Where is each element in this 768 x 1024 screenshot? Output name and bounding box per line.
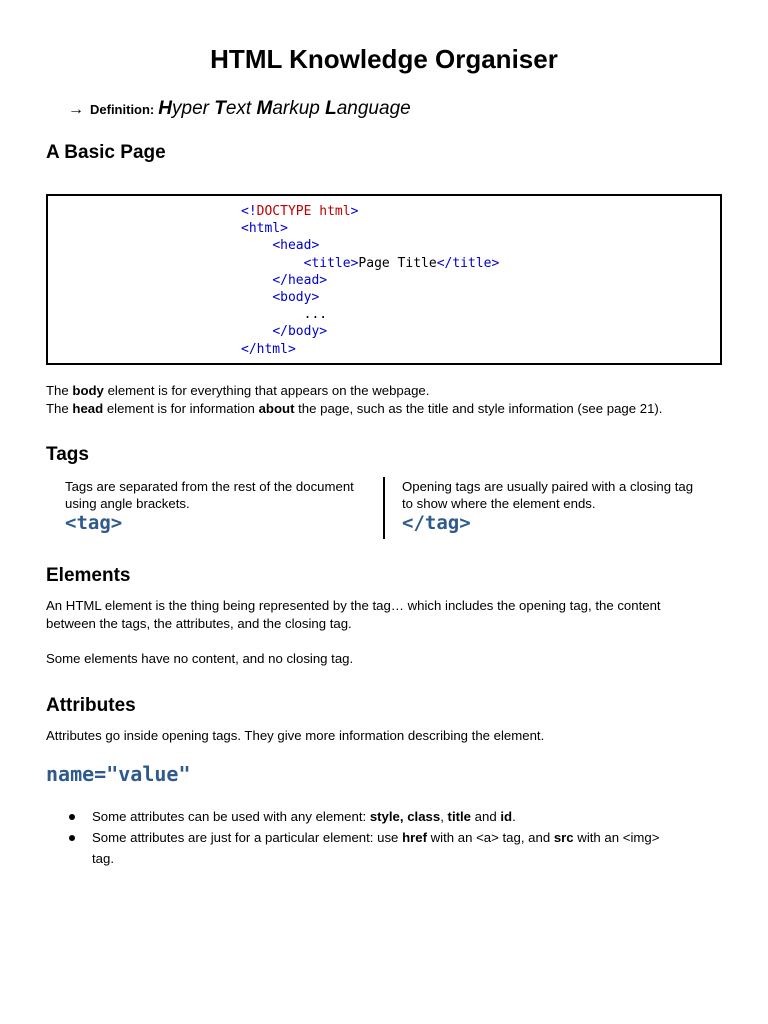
attributes-list <box>66 806 726 869</box>
tags-left-text: Tags are separated from the rest of the document using angle brackets. <box>65 479 354 511</box>
tags-heading: Tags <box>46 444 89 465</box>
bullet-icon <box>69 814 75 820</box>
tags-left-column <box>65 478 365 532</box>
definition-label: Definition: <box>90 102 155 117</box>
attributes-heading: Attributes <box>46 695 136 716</box>
elements-note: Some elements have no content, and no closing tag. <box>46 651 354 666</box>
elements-text-line1: An HTML element is the thing being represented by the tag… which includes the opening tag, the content <box>46 598 661 613</box>
basic-page-heading: A Basic Page <box>46 142 166 163</box>
list-item: Some attributes are just for a particular element: use href with an <a> tag, and src with an <img> tag. <box>66 827 726 869</box>
attribute-example: name="value" <box>46 762 191 786</box>
definition-expansion: Hyper Text Markup Language <box>158 98 411 119</box>
elements-heading: Elements <box>46 565 131 586</box>
list-item: Some attributes can be used with any element: style, class, title and id. <box>66 806 726 827</box>
code-example-box <box>46 194 722 365</box>
elements-text-line2: between the tags, the attributes, and the closing tag. <box>46 616 352 631</box>
page-title: HTML Knowledge Organiser <box>210 44 558 74</box>
arrow-icon: → <box>68 101 84 118</box>
bullet-icon <box>69 835 75 841</box>
column-divider <box>383 477 385 539</box>
code-block: <!DOCTYPE html> <html> <head> <title>Page Title</title> </head> <body> ... </body> </html> <box>241 204 500 357</box>
head-element-text: The head element is for information about the page, such as the title and style information (see page 21). <box>46 401 663 416</box>
tags-right-text: Opening tags are usually paired with a closing tag to show where the element ends. <box>402 479 694 511</box>
tags-right-column <box>402 478 702 532</box>
body-element-text: The body element is for everything that appears on the webpage. <box>46 383 430 398</box>
attributes-intro: Attributes go inside opening tags. They give more information describing the element. <box>46 728 545 743</box>
definition <box>68 98 411 120</box>
opening-tag-example: <tag> <box>65 512 123 534</box>
closing-tag-example: </tag> <box>402 512 471 534</box>
